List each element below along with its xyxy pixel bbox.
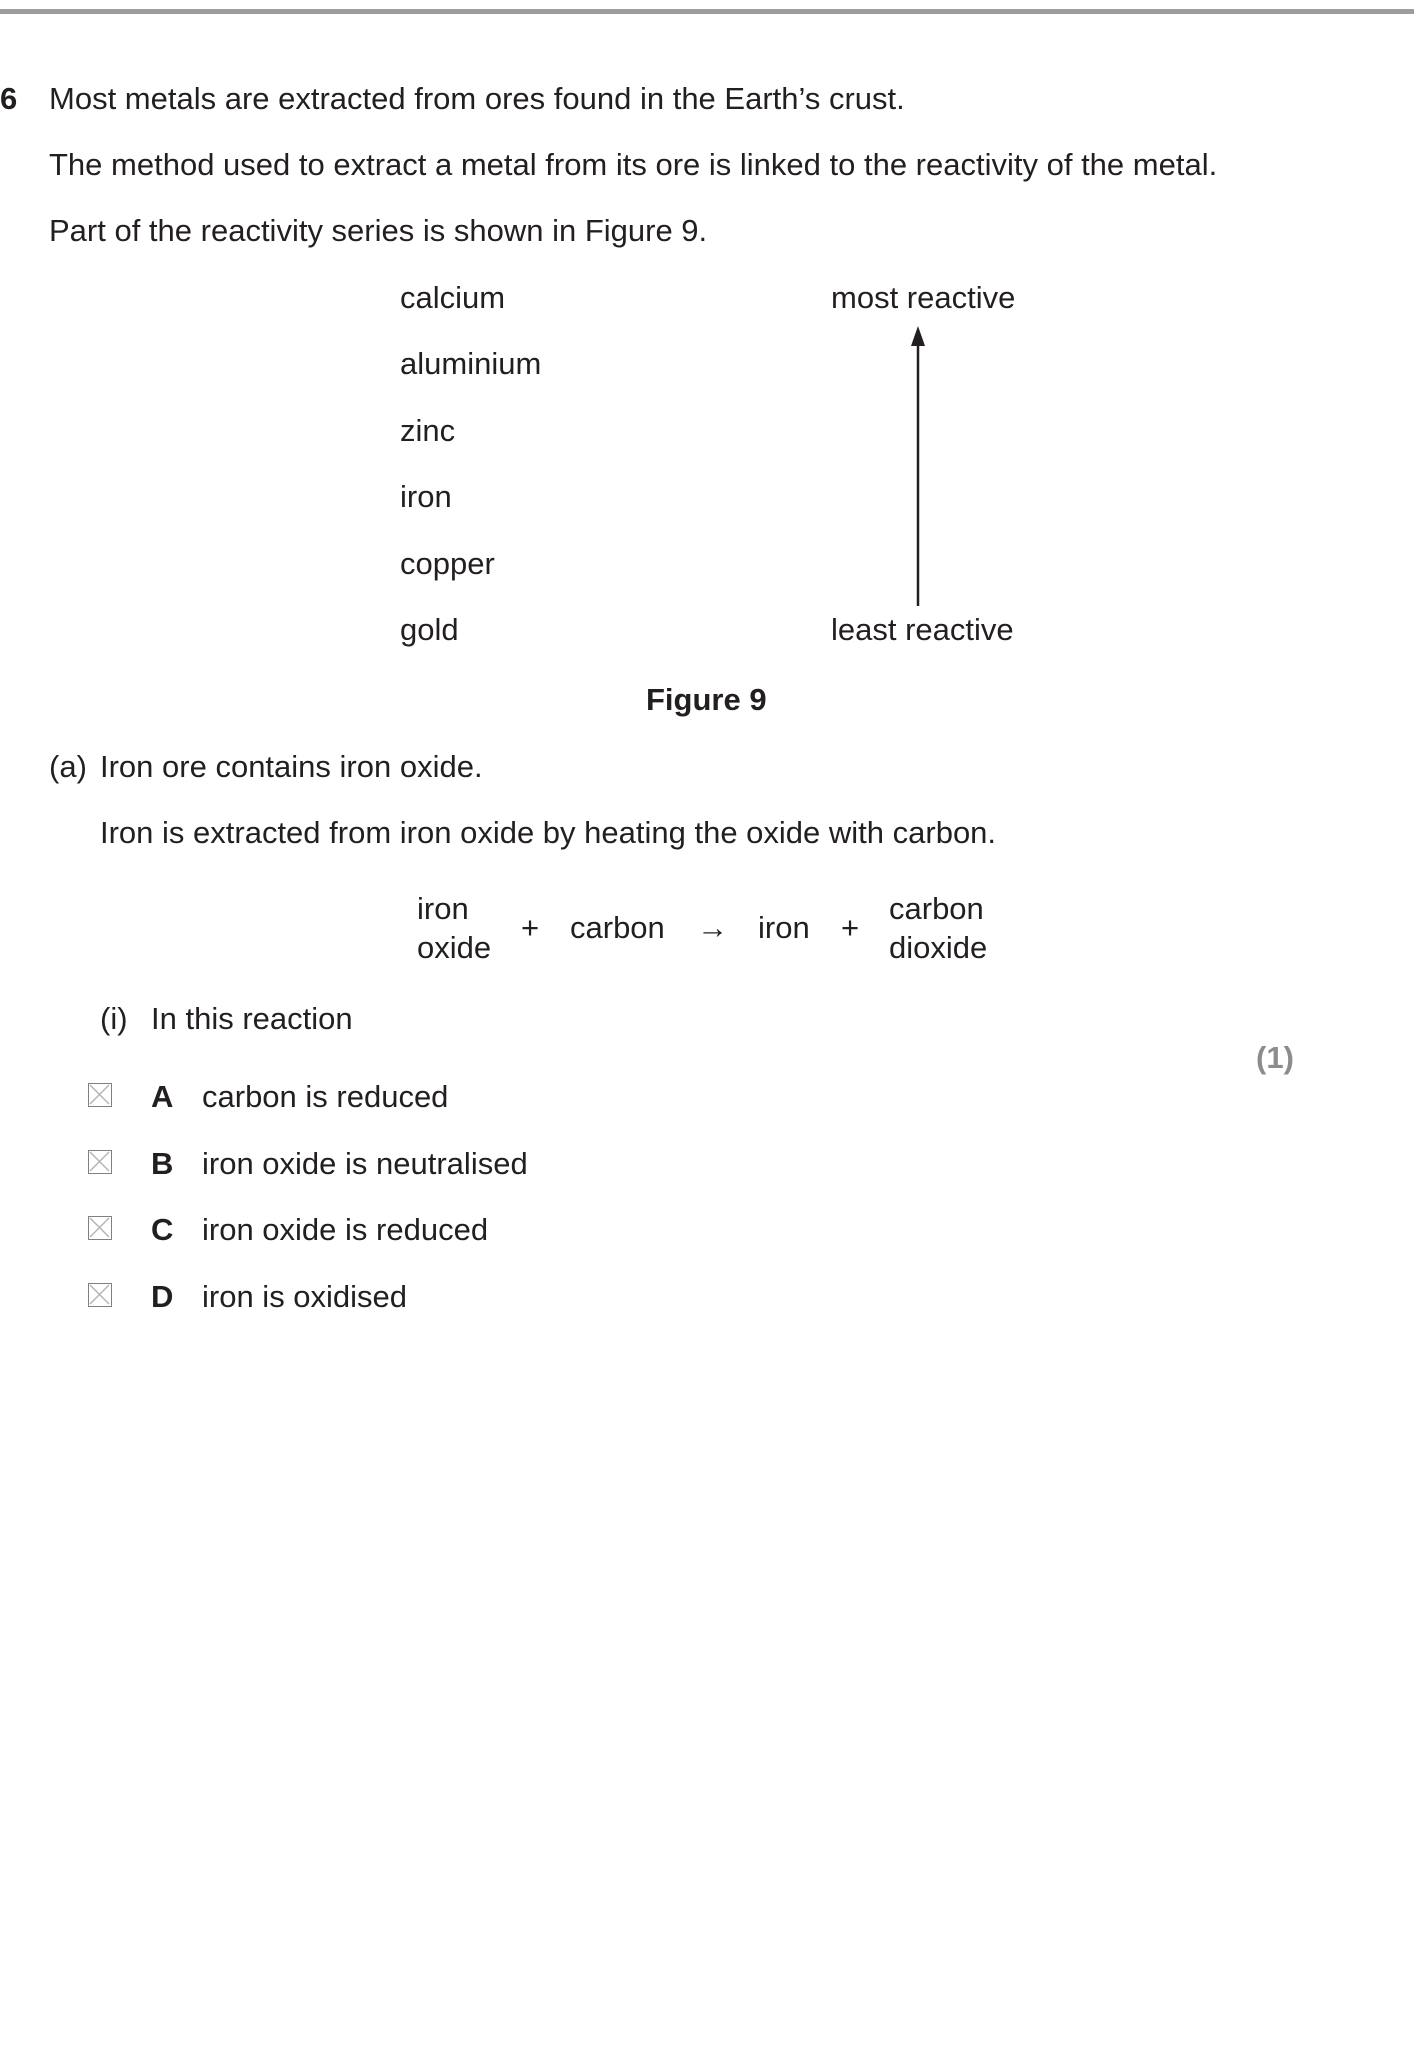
question-line-1: Most metals are extracted from ores found in the Earth’s crust.: [49, 81, 905, 116]
equation-reactant-1-line-2: oxide: [417, 930, 492, 965]
option-c-checkbox[interactable]: [88, 1216, 112, 1240]
option-a-text: carbon is reduced: [202, 1079, 449, 1114]
marks-label: (1): [1256, 1040, 1294, 1075]
option-b-text: iron oxide is neutralised: [202, 1146, 528, 1181]
metal-aluminium: aluminium: [400, 346, 542, 381]
most-reactive-label: most reactive: [831, 280, 1016, 315]
sub-i-label: (i): [100, 1001, 128, 1036]
option-d-checkbox[interactable]: [88, 1283, 112, 1307]
reactivity-arrow-icon: [906, 326, 930, 606]
question-line-2: The method used to extract a metal from its ore is linked to the reactivity of the metal.: [49, 147, 1218, 182]
metal-zinc: zinc: [400, 413, 456, 448]
figure-caption: Figure 9: [646, 682, 767, 717]
part-a-line-2: Iron is extracted from iron oxide by heating the oxide with carbon.: [100, 815, 997, 850]
option-c-text: iron oxide is reduced: [202, 1212, 489, 1247]
metal-copper: copper: [400, 546, 495, 581]
equation-plus-2: +: [841, 910, 860, 945]
metal-iron: iron: [400, 479, 452, 514]
option-a-letter: A: [151, 1079, 174, 1114]
least-reactive-label: least reactive: [831, 612, 1014, 647]
option-a-checkbox[interactable]: [88, 1083, 112, 1107]
metal-calcium: calcium: [400, 280, 506, 315]
equation-plus-1: +: [521, 910, 540, 945]
question-number: 6: [0, 81, 18, 116]
option-b-letter: B: [151, 1146, 174, 1181]
equation-reactant-2: carbon: [570, 910, 665, 945]
option-d-letter: D: [151, 1279, 174, 1314]
equation-product-2-line-2: dioxide: [889, 930, 988, 965]
option-d-text: iron is oxidised: [202, 1279, 408, 1314]
option-c-letter: C: [151, 1212, 174, 1247]
question-line-3: Part of the reactivity series is shown in Figure 9.: [49, 213, 708, 248]
sub-i-stem: In this reaction: [151, 1001, 353, 1036]
equation-reactant-1-line-1: iron: [417, 891, 469, 926]
equation-product-1: iron: [758, 910, 810, 945]
metal-gold: gold: [400, 612, 459, 647]
part-a-label: (a): [49, 749, 87, 784]
option-b-checkbox[interactable]: [88, 1150, 112, 1174]
equation-product-2-line-1: carbon: [889, 891, 984, 926]
equation-arrow: →: [697, 910, 728, 945]
top-rule: [0, 9, 1414, 14]
part-a-line-1: Iron ore contains iron oxide.: [100, 749, 483, 784]
